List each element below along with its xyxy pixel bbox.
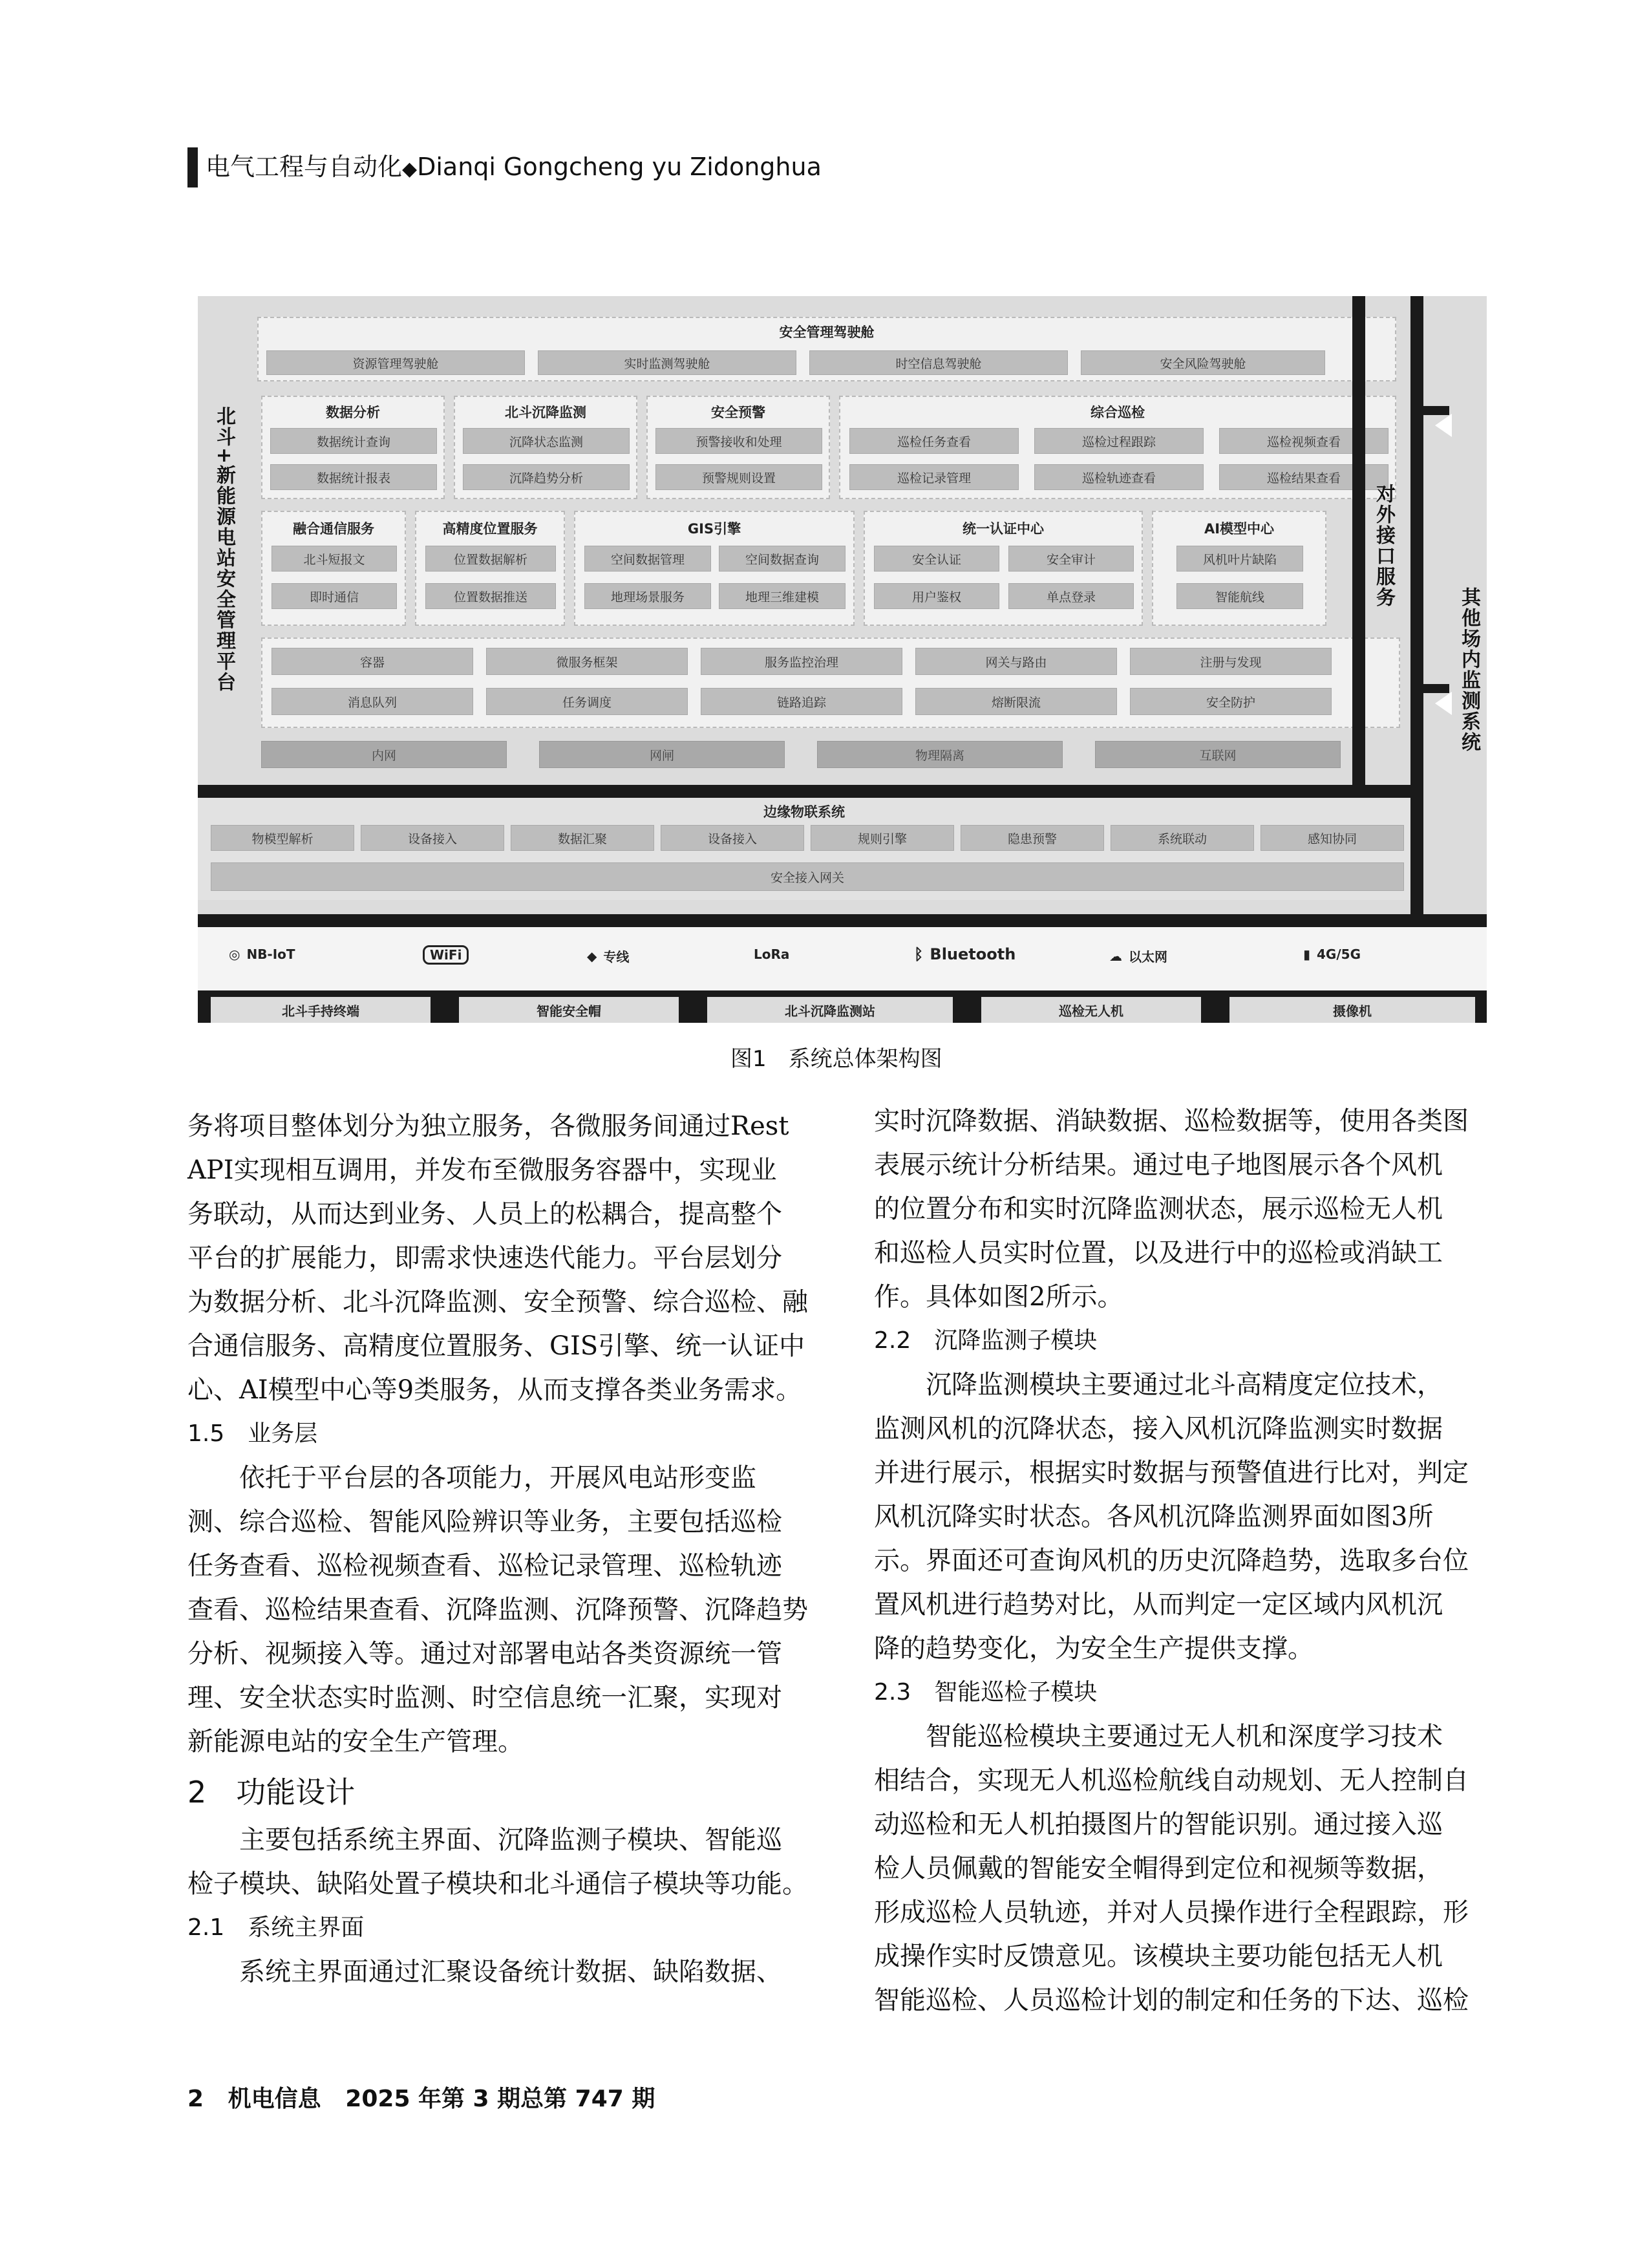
text-line: 依托于平台层的各项能力，开展风电站形变监: [239, 1463, 756, 1493]
text-line: 合通信服务、高精度位置服务、GIS引擎、统一认证中: [187, 1331, 805, 1361]
module-item: 地理三维建模: [719, 583, 846, 609]
infra-item: 服务监控治理: [701, 648, 902, 675]
page-number: 2: [187, 2086, 204, 2112]
module-box: [574, 511, 855, 626]
module-title: 融合通信服务: [293, 521, 374, 537]
issue-info: 2025 年第 3 期总第 747 期: [345, 2086, 655, 2112]
network-item: 物理隔离: [817, 741, 1063, 768]
protocol-4g5g: ▮ 4G/5G: [1303, 947, 1361, 962]
network-item: 内网: [261, 741, 507, 768]
network-item: 网闸: [539, 741, 785, 768]
module-box: [864, 511, 1143, 626]
infra-item: 链路追踪: [701, 688, 902, 715]
infra-item: 消息队列: [271, 688, 473, 715]
module-item: 智能航线: [1176, 583, 1303, 609]
module-item: 位置数据解析: [425, 546, 556, 572]
section-heading: 2 功能设计: [187, 1775, 356, 1810]
text-line: 的位置分布和实时沉降监测状态，展示巡检无人机: [874, 1194, 1443, 1224]
divider-line: [198, 785, 1423, 798]
module-item: 即时通信: [271, 583, 397, 609]
text-line: 形成巡检人员轨迹，并对人员操作进行全程跟踪，形: [874, 1898, 1469, 1927]
edge-item: 隐患预警: [961, 825, 1104, 851]
text-line: API实现相互调用，并发布至微服务容器中，实现业: [187, 1155, 777, 1185]
section-heading: 1.5 业务层: [187, 1420, 318, 1447]
edge-item: 规则引擎: [811, 825, 954, 851]
cockpit-box: [257, 317, 1396, 381]
page-footer: [187, 2081, 655, 2113]
module-item: 巡检结果查看: [1219, 464, 1388, 490]
left-arrow-icon: [1435, 692, 1452, 715]
header-diamond: ◆: [402, 158, 418, 180]
text-line: 主要包括系统主界面、沉降监测子模块、智能巡: [239, 1825, 782, 1855]
header-cn: 电气工程与自动化: [206, 153, 403, 181]
external-service-label: 对外接口服务: [1372, 484, 1395, 608]
device-item: 北斗沉降监测站: [707, 997, 953, 1023]
text-line: 平台的扩展能力，即需求快速迭代能力。平台层划分: [187, 1243, 782, 1273]
module-item: 北斗短报文: [271, 546, 397, 572]
text-line: 沉降监测模块主要通过北斗高精度定位技术，: [926, 1370, 1443, 1400]
text-line: 心、AI模型中心等9类服务，从而支撑各类业务需求。: [187, 1375, 802, 1405]
module-item: 巡检轨迹查看: [1034, 464, 1204, 490]
protocol-wifi: WiFi: [423, 945, 469, 965]
module-item: 数据统计查询: [270, 428, 437, 454]
module-box: [454, 396, 637, 499]
text-line: 监测风机的沉降状态，接入风机沉降监测实时数据: [874, 1414, 1443, 1444]
module-item: 预警规则设置: [655, 464, 822, 490]
module-title: 综合巡检: [1090, 405, 1145, 420]
section-heading: 2.1 系统主界面: [187, 1914, 365, 1941]
infra-item: 任务调度: [486, 688, 688, 715]
divider-line: [198, 914, 1487, 927]
module-item: 巡检任务查看: [849, 428, 1019, 454]
edge-item: 设备接入: [361, 825, 504, 851]
shield-icon: ◆: [587, 948, 597, 964]
text-line: 系统主界面通过汇聚设备统计数据、缺陷数据、: [239, 1957, 782, 1987]
module-title: 安全预警: [711, 405, 765, 420]
module-item: 风机叶片缺陷: [1176, 546, 1303, 572]
text-line: 和巡检人员实时位置，以及进行中的巡检或消缺工: [874, 1238, 1443, 1268]
edge-item: 设备接入: [661, 825, 804, 851]
module-item: 安全审计: [1008, 546, 1134, 572]
text-line: 分析、视频接入等。通过对部署电站各类资源统一管: [187, 1639, 782, 1669]
edge-item: 系统联动: [1111, 825, 1254, 851]
protocol-ethernet: ☁ 以太网: [1109, 948, 1167, 965]
module-title: 北斗沉降监测: [505, 405, 586, 420]
infra-item: 注册与发现: [1130, 648, 1332, 675]
text-line: 新能源电站的安全生产管理。: [187, 1727, 524, 1757]
module-item: 沉降趋势分析: [463, 464, 630, 490]
edge-item: 感知协同: [1261, 825, 1404, 851]
infra-item: 安全防护: [1130, 688, 1332, 715]
text-line: 降的趋势变化，为安全生产提供支撑。: [874, 1634, 1314, 1664]
section-heading: 2.2 沉降监测子模块: [874, 1327, 1098, 1354]
text-line: 智能巡检、人员巡检计划的制定和任务的下达、巡检: [874, 1985, 1469, 2015]
left-column: [187, 1104, 834, 1994]
text-line: 查看、巡检结果查看、沉降监测、沉降预警、沉降趋势: [187, 1595, 808, 1625]
module-title: 数据分析: [326, 405, 380, 420]
wireless-icon: ◎: [229, 947, 240, 962]
header-pinyin: Dianqi Gongcheng yu Zidonghua: [417, 153, 822, 181]
device-item: 北斗手持终端: [211, 997, 431, 1023]
protocol-bluetooth: ᛒ Bluetooth: [914, 945, 1016, 963]
module-box: [839, 396, 1396, 499]
cockpit-title: 安全管理驾驶舱: [779, 325, 875, 340]
module-item: 安全认证: [874, 546, 999, 572]
text-line: 务将项目整体划分为独立服务，各微服务间通过Rest: [187, 1111, 789, 1141]
module-item: 位置数据推送: [425, 583, 556, 609]
module-item: 空间数据查询: [719, 546, 846, 572]
edge-item: 物模型解析: [211, 825, 354, 851]
divider-line: [1410, 296, 1423, 923]
text-line: 作。具体如图2所示。: [874, 1282, 1123, 1312]
protocol-nbiot: ◎ NB-IoT: [229, 947, 295, 962]
figure-caption: 图1 系统总体架构图: [730, 1046, 942, 1072]
module-item: 巡检过程跟踪: [1034, 428, 1204, 454]
right-column: [874, 1099, 1520, 2022]
module-title: 统一认证中心: [963, 521, 1044, 537]
protocol-leased-line: ◆ 专线: [587, 948, 630, 965]
text-line: 智能巡检模块主要通过无人机和深度学习技术: [926, 1722, 1443, 1751]
module-item: 巡检视频查看: [1219, 428, 1388, 454]
text-line: 相结合，实现无人机巡检航线自动规划、无人控制自: [874, 1766, 1469, 1795]
edge-title: 边缘物联系统: [763, 804, 845, 820]
text-line: 示。界面还可查询风机的历史沉降趋势，选取多台位: [874, 1546, 1469, 1576]
module-title: 高精度位置服务: [442, 521, 538, 537]
module-box: [646, 396, 830, 499]
text-line: 并进行展示，根据实时数据与预警值进行比对，判定: [874, 1458, 1469, 1488]
text-line: 成操作实时反馈意见。该模块主要功能包括无人机: [874, 1942, 1443, 1971]
module-box: [261, 511, 406, 626]
module-box: [261, 396, 445, 499]
module-item: 单点登录: [1008, 583, 1134, 609]
text-line: 动巡检和无人机拍摄图片的智能识别。通过接入巡: [874, 1810, 1443, 1839]
text-line: 测、综合巡检、智能风险辨识等业务，主要包括巡检: [187, 1507, 782, 1537]
device-item: 摄像机: [1229, 997, 1475, 1023]
other-systems-label: 其他场内监测系统: [1458, 587, 1480, 753]
bluetooth-icon: ᛒ: [914, 945, 924, 963]
module-title: GIS引擎: [687, 521, 741, 537]
module-item: 沉降状态监测: [463, 428, 630, 454]
module-item: 巡检记录管理: [849, 464, 1019, 490]
cockpit-item: 实时监测驾驶舱: [538, 350, 796, 375]
cockpit-item: 资源管理驾驶舱: [266, 350, 525, 375]
cockpit-item: 时空信息驾驶舱: [809, 350, 1068, 375]
journal-name: 机电信息: [228, 2086, 321, 2112]
text-line: 风机沉降实时状态。各风机沉降监测界面如图3所: [874, 1502, 1434, 1532]
infra-item: 网关与路由: [915, 648, 1117, 675]
text-line: 为数据分析、北斗沉降监测、安全预警、综合巡检、融: [187, 1287, 808, 1317]
edge-box: [198, 798, 1410, 900]
network-item: 互联网: [1095, 741, 1341, 768]
text-line: 任务查看、巡检视频查看、巡检记录管理、巡检轨迹: [187, 1551, 782, 1581]
infra-item: 熔断限流: [915, 688, 1117, 715]
module-item: 地理场景服务: [584, 583, 711, 609]
text-line: 检子模块、缺陷处置子模块和北斗通信子模块等功能。: [187, 1869, 808, 1899]
module-item: 用户鉴权: [874, 583, 999, 609]
infra-box: [261, 637, 1400, 728]
protocol-lora: LoRa: [754, 947, 790, 962]
text-line: 务联动，从而达到业务、人员上的松耦合，提高整个: [187, 1199, 782, 1229]
running-header: [206, 150, 822, 186]
cockpit-item: 安全风险驾驶舱: [1081, 350, 1325, 375]
protocol-strip: [198, 927, 1487, 990]
text-line: 检人员佩戴的智能安全帽得到定位和视频等数据，: [874, 1854, 1443, 1883]
edge-item: 数据汇聚: [511, 825, 654, 851]
module-title: AI模型中心: [1204, 521, 1275, 537]
device-item: 巡检无人机: [981, 997, 1201, 1023]
section-heading: 2.3 智能巡检子模块: [874, 1679, 1098, 1706]
network-icon: ☁: [1109, 948, 1122, 964]
architecture-figure: [198, 296, 1487, 1023]
module-box: [415, 511, 565, 626]
gateway-bar: 安全接入网关: [211, 862, 1404, 891]
platform-title: 北斗+新能源电站安全管理平台: [213, 406, 235, 693]
text-line: 理、安全状态实时监测、时空信息统一汇聚，实现对: [187, 1683, 782, 1713]
left-arrow-icon: [1435, 414, 1452, 437]
text-line: 置风机进行趋势对比，从而判定一定区域内风机沉: [874, 1590, 1443, 1620]
divider-line: [1352, 296, 1365, 787]
infra-item: 容器: [271, 648, 473, 675]
header-bar: [187, 147, 198, 187]
module-item: 预警接收和处理: [655, 428, 822, 454]
device-item: 智能安全帽: [459, 997, 679, 1023]
infra-item: 微服务框架: [486, 648, 688, 675]
text-line: 表展示统计分析结果。通过电子地图展示各个风机: [874, 1150, 1443, 1180]
module-box: [1152, 511, 1326, 626]
module-item: 空间数据管理: [584, 546, 711, 572]
signal-icon: ▮: [1303, 947, 1311, 962]
text-line: 实时沉降数据、消缺数据、巡检数据等，使用各类图: [874, 1106, 1469, 1136]
module-item: 数据统计报表: [270, 464, 437, 490]
